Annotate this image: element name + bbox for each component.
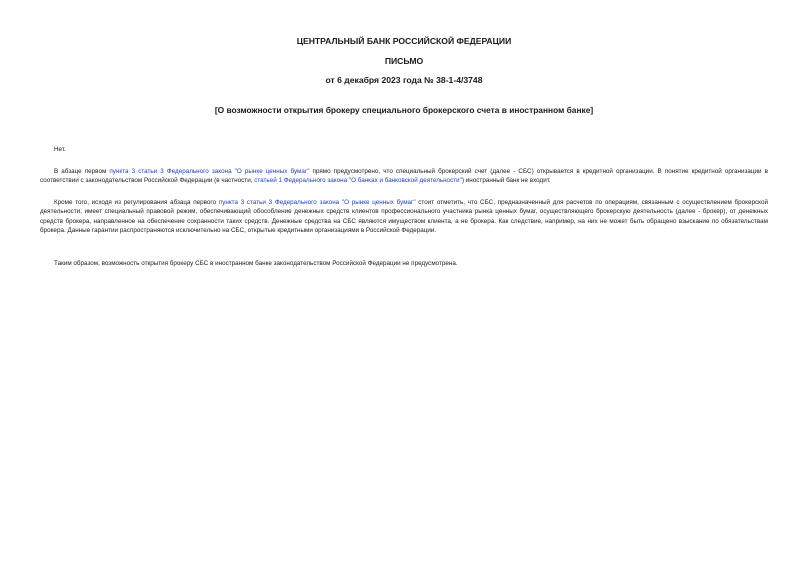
answer-paragraph: Нет. [54, 146, 66, 153]
document-type-heading: ПИСЬМО [384, 56, 424, 66]
paragraph-2 [40, 198, 768, 236]
paragraph-1 [40, 167, 768, 186]
law-link-securities-market[interactable]: пункта 3 статьи 3 Федерального закона "О рынке ценных бумаг" [109, 168, 310, 175]
paragraph-1-text-2: прямо предусмотрено, что специальный брокерский счет (далее - СБС) открывается в кредитной организации. В понятие кредитной организации в соответствии с законодательством Российской Федерации (в частности, [40, 168, 768, 185]
law-link-securities-market-2[interactable]: пункта 3 статьи 3 Федерального закона "О рынке ценных бумаг" [218, 199, 416, 206]
organization-heading: ЦЕНТРАЛЬНЫЙ БАНК РОССИЙСКОЙ ФЕДЕРАЦИИ [296, 36, 512, 46]
document-subject: [О возможности открытия брокеру специального брокерского счета в иностранном банке] [214, 105, 594, 115]
paragraph-2-text-1: Кроме того, исходя из регулирования абзаца первого [54, 199, 219, 206]
law-link-banks-banking[interactable]: статьей 1 Федерального закона "О банках и банковской деятельности" [254, 177, 462, 185]
paragraph-1-text-1: В абзаце первом [54, 168, 110, 175]
document-page [40, 0, 768, 571]
paragraph-3: Таким образом, возможность открытия брокеру СБС в иностранном банке законодательством Российской Федерации не предусмотрена. [54, 260, 458, 267]
paragraph-2-text-2: стоит отметить, что СБС, предназначенный для расчетов по операциям, связанным с осуществлением брокерской деятельности, имеет специальный правовой режим, обеспечивающий обособление денежных средств клиентов профессионального участника рынка ценных бумаг, осуществляющего брокерскую деятельность (далее - брокер), от денежных средств брокера, направленное на обеспечение сохранности таких средств. Денежные средства на СБС являются имуществом клиента, а не брокера. Как следствие, например, на них не может быть обращено взыскание по обязательствам брокера. Данные гарантии распространяются исключительно на СБС, открытые кредитными организациями в Российской Федерации. [40, 199, 768, 235]
document-date-number: от 6 декабря 2023 года № 38-1-4/3748 [325, 75, 483, 85]
paragraph-1-text-3: ) иностранный банк не входит. [461, 177, 551, 185]
